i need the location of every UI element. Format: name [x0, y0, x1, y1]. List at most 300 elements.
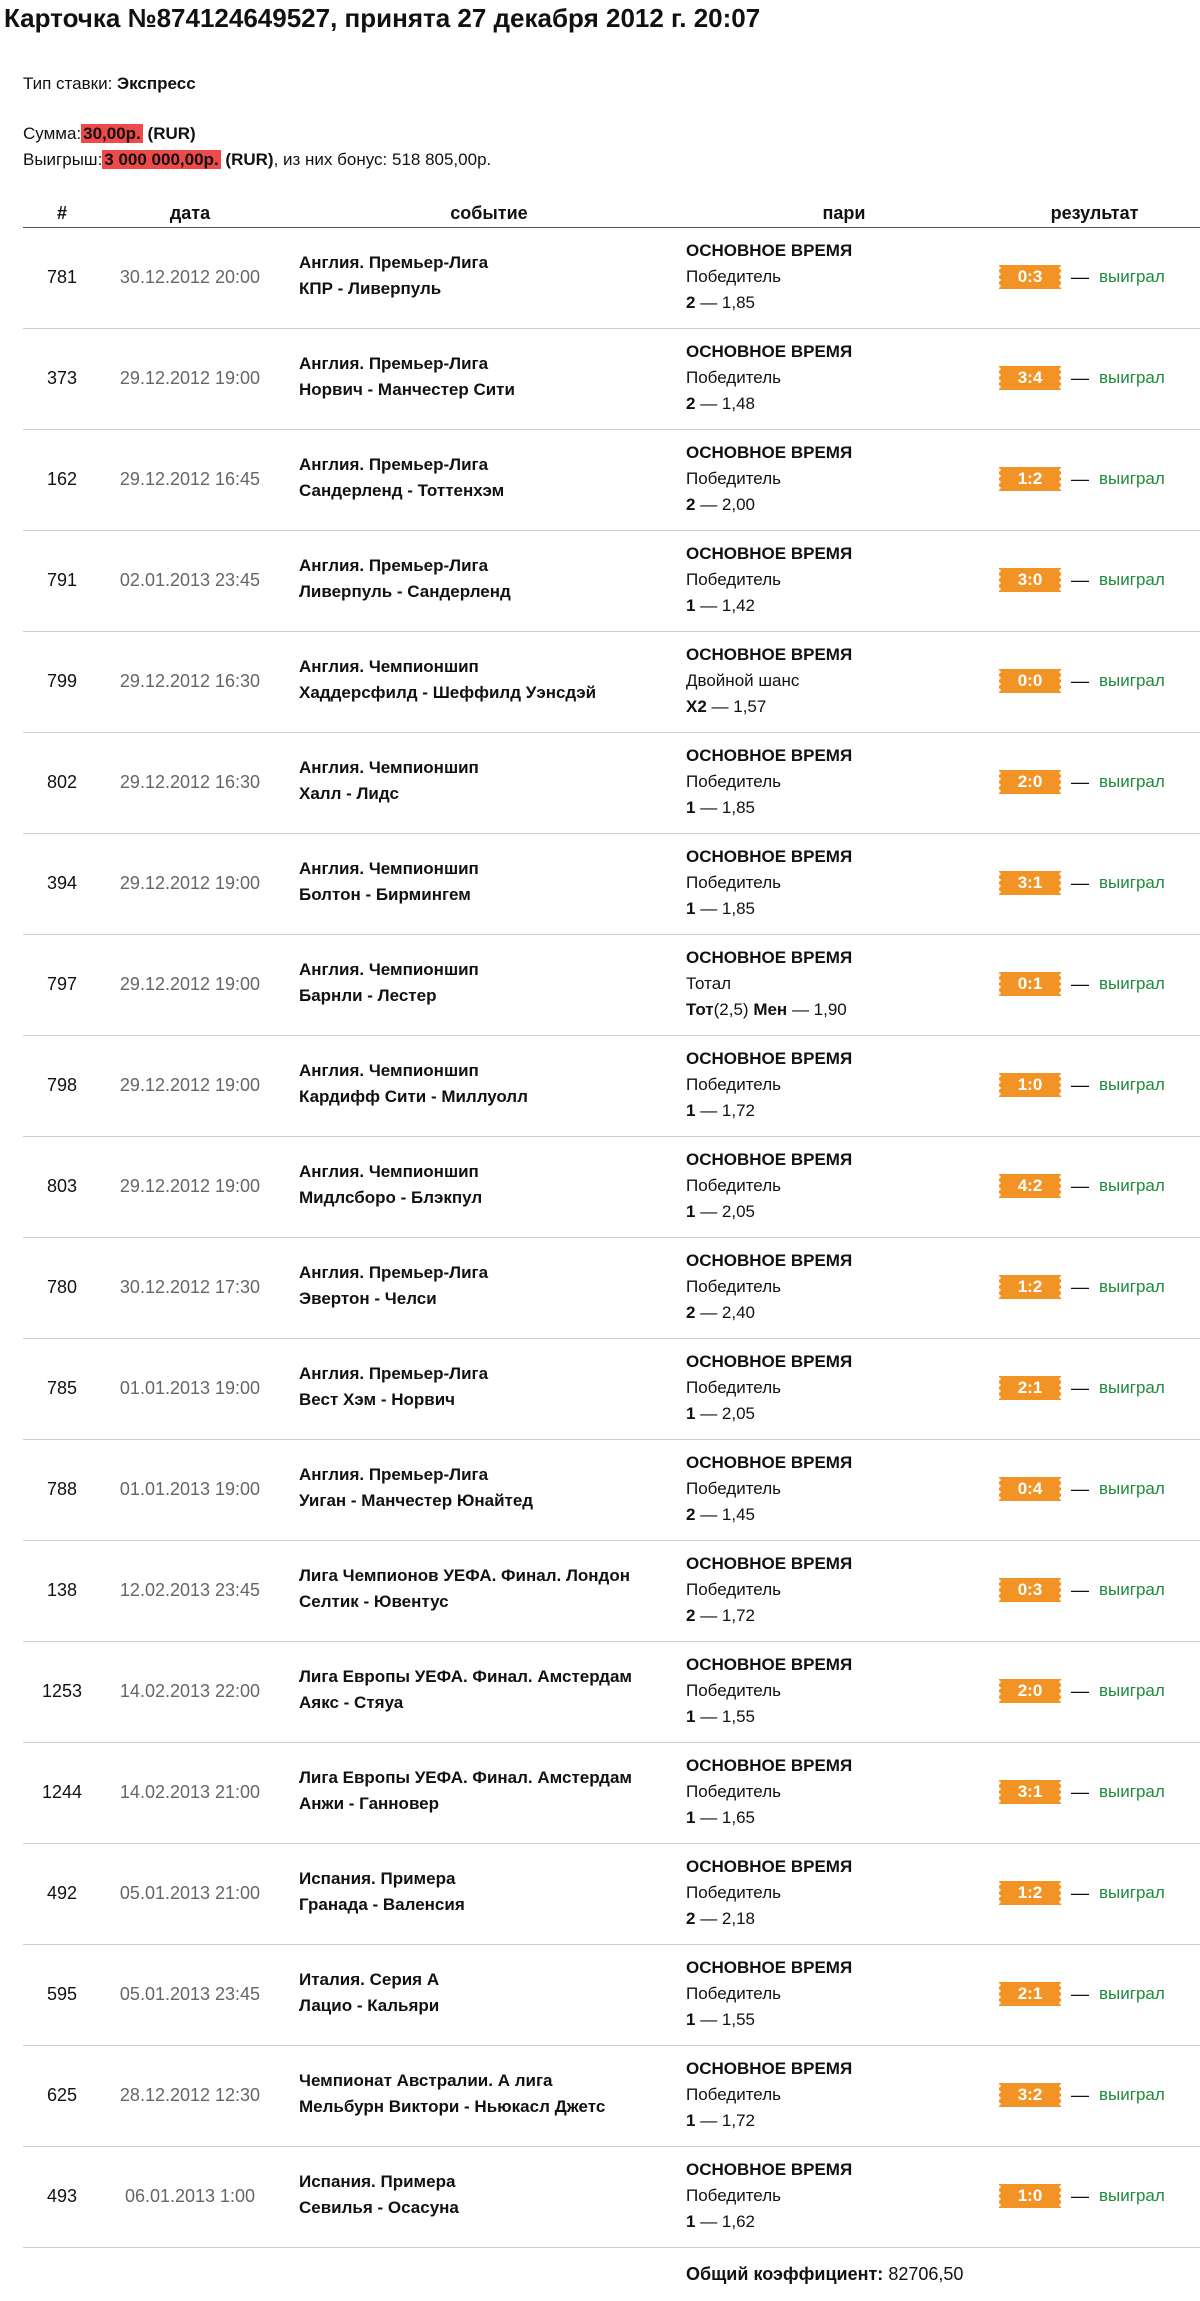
bet-pick [686, 1300, 852, 1326]
bet-title: ОСНОВНОЕ ВРЕМЯ [686, 544, 853, 563]
result-dash: — [1071, 1478, 1089, 1499]
table-row [23, 632, 1200, 733]
bet-pick [686, 290, 852, 316]
bet-market: Победитель [686, 368, 781, 387]
header-date: дата [169, 203, 211, 223]
pick-value: 1 [686, 1808, 696, 1827]
row-date: 14.02.2013 22:00 [119, 1681, 261, 1701]
odds-value: — 1,85 [700, 293, 756, 312]
row-bet [686, 1854, 852, 1932]
status-won: выиграл [1099, 368, 1165, 387]
event-match: КПР - Ливерпуль [299, 279, 442, 298]
row-event [299, 1765, 632, 1817]
pick-value: 2 [686, 495, 696, 514]
row-date: 02.01.2013 23:45 [119, 570, 261, 590]
row-result [999, 1880, 1165, 1906]
score-badge: 3:4 [999, 366, 1061, 390]
odds-value: — 2,18 [700, 1909, 756, 1928]
row-result [999, 1173, 1165, 1199]
sum-label: Сумма: [23, 124, 82, 143]
winnings-line [23, 148, 491, 172]
row-result [999, 668, 1165, 694]
table-row [23, 1844, 1200, 1945]
score-badge: 3:0 [999, 568, 1061, 592]
result-dash: — [1071, 569, 1089, 590]
event-match: Вест Хэм - Норвич [299, 1390, 456, 1409]
table-row [23, 733, 1200, 834]
result-dash: — [1071, 771, 1089, 792]
table-row [23, 2147, 1200, 2248]
table-row [23, 1945, 1200, 2046]
row-result [999, 567, 1165, 593]
bet-market: Двойной шанс [686, 671, 800, 690]
odds-value: — 1,65 [700, 1808, 756, 1827]
row-number: 788 [46, 1479, 78, 1499]
odds-value: — 1,48 [700, 394, 756, 413]
total-odds-value: 82706,50 [888, 2264, 964, 2284]
event-match: Мидлсборо - Блэкпул [299, 1188, 483, 1207]
score-badge: 1:0 [999, 2184, 1061, 2208]
result-dash: — [1071, 367, 1089, 388]
result-dash: — [1071, 670, 1089, 691]
row-bet [686, 1753, 852, 1831]
event-match: Болтон - Бирмингем [299, 885, 471, 904]
table-row [23, 228, 1200, 329]
table-row [23, 834, 1200, 935]
score-badge: 3:1 [999, 871, 1061, 895]
row-date: 30.12.2012 20:00 [119, 267, 261, 287]
row-event [299, 1361, 488, 1413]
table-row [23, 531, 1200, 632]
row-bet [686, 339, 852, 417]
row-date: 01.01.2013 19:00 [119, 1479, 261, 1499]
bet-pick [686, 492, 852, 518]
event-league: Англия. Премьер-Лига [299, 1263, 489, 1282]
row-date: 28.12.2012 12:30 [119, 2085, 261, 2105]
row-event [299, 1260, 488, 1312]
bet-pick [686, 1704, 852, 1730]
header-bet: пари [822, 203, 866, 223]
pick-value: 2 [686, 1909, 696, 1928]
result-dash: — [1071, 2084, 1089, 2105]
row-result [999, 264, 1165, 290]
table-row [23, 1743, 1200, 1844]
event-league: Англия. Премьер-Лига [299, 253, 489, 272]
bet-title: ОСНОВНОЕ ВРЕМЯ [686, 443, 853, 462]
row-event [299, 2068, 605, 2120]
row-date: 29.12.2012 16:30 [119, 671, 261, 691]
event-league: Испания. Примера [299, 2172, 456, 2191]
status-won: выиграл [1099, 570, 1165, 589]
table-row [23, 1238, 1200, 1339]
event-match: Кардифф Сити - Миллуолл [299, 1087, 528, 1106]
row-date: 30.12.2012 17:30 [119, 1277, 261, 1297]
event-league: Англия. Чемпионшип [299, 758, 479, 777]
row-bet [686, 541, 852, 619]
score-badge: 2:1 [999, 1982, 1061, 2006]
status-won: выиграл [1099, 1378, 1165, 1397]
row-number: 791 [46, 570, 78, 590]
score-badge: 1:2 [999, 1881, 1061, 1905]
pick-value: 1 [686, 2111, 696, 2130]
bet-title: ОСНОВНОЕ ВРЕМЯ [686, 1453, 853, 1472]
pick-value: 1 [686, 899, 696, 918]
pick-value: X2 [686, 697, 707, 716]
row-event [299, 553, 511, 605]
bet-title: ОСНОВНОЕ ВРЕМЯ [686, 847, 853, 866]
odds-value: — 2,00 [700, 495, 756, 514]
row-event [299, 1967, 439, 2019]
status-won: выиграл [1099, 1580, 1165, 1599]
row-date: 29.12.2012 19:00 [119, 974, 261, 994]
event-league: Англия. Премьер-Лига [299, 556, 489, 575]
row-event [299, 452, 504, 504]
pick-value: 1 [686, 1101, 696, 1120]
bet-market: Победитель [686, 1782, 781, 1801]
bet-market: Победитель [686, 1277, 781, 1296]
page-title: Карточка №874124649527, принята 27 декабря 2012 г. 20:07 [4, 3, 761, 33]
bet-title: ОСНОВНОЕ ВРЕМЯ [686, 241, 853, 260]
odds-value: — 1,62 [700, 2212, 756, 2231]
bet-pick [686, 997, 852, 1023]
result-dash: — [1071, 872, 1089, 893]
total-odds [686, 2261, 963, 2287]
row-date: 29.12.2012 19:00 [119, 1075, 261, 1095]
event-match: Уиган - Манчестер Юнайтед [299, 1491, 534, 1510]
row-number: 785 [46, 1378, 78, 1398]
row-result [999, 1981, 1165, 2007]
sum-value: 30,00р. [83, 124, 141, 143]
row-event [299, 1462, 533, 1514]
bet-market: Победитель [686, 1681, 781, 1700]
row-bet [686, 743, 852, 821]
event-league: Испания. Примера [299, 1869, 456, 1888]
table-row [23, 2046, 1200, 2147]
row-number: 394 [46, 873, 78, 893]
result-dash: — [1071, 468, 1089, 489]
row-bet [686, 1349, 852, 1427]
pick-value: 2 [686, 1303, 696, 1322]
event-match: Аякс - Стяуа [299, 1693, 404, 1712]
event-league: Англия. Чемпионшип [299, 859, 479, 878]
bet-market: Победитель [686, 1075, 781, 1094]
row-number: 798 [46, 1075, 78, 1095]
pick-value-2: Мен [753, 1000, 788, 1019]
bet-pick [686, 1603, 852, 1629]
bet-title: ОСНОВНОЕ ВРЕМЯ [686, 1251, 853, 1270]
status-won: выиграл [1099, 671, 1165, 690]
row-bet [686, 642, 852, 720]
bet-market: Победитель [686, 1580, 781, 1599]
result-dash: — [1071, 1579, 1089, 1600]
pick-extra: (2,5) [713, 1000, 749, 1019]
odds-value: — 1,85 [700, 899, 756, 918]
pick-value: 1 [686, 798, 696, 817]
row-number: 595 [46, 1984, 78, 2004]
table-row [23, 1339, 1200, 1440]
bet-title: ОСНОВНОЕ ВРЕМЯ [686, 1857, 853, 1876]
sum-line [23, 122, 196, 146]
row-number: 625 [46, 2085, 78, 2105]
bet-title: ОСНОВНОЕ ВРЕМЯ [686, 1756, 853, 1775]
bet-title: ОСНОВНОЕ ВРЕМЯ [686, 2160, 853, 2179]
row-result [999, 466, 1165, 492]
odds-value: — 2,05 [700, 1202, 756, 1221]
odds-value: — 2,05 [700, 1404, 756, 1423]
bet-pick [686, 795, 852, 821]
bet-title: ОСНОВНОЕ ВРЕМЯ [686, 2059, 853, 2078]
row-result [999, 1274, 1165, 1300]
score-badge: 1:0 [999, 1073, 1061, 1097]
event-match: Хаддерсфилд - Шеффилд Уэнсдэй [299, 683, 597, 702]
bet-title: ОСНОВНОЕ ВРЕМЯ [686, 1150, 853, 1169]
score-badge: 2:0 [999, 1679, 1061, 1703]
pick-value: 1 [686, 1404, 696, 1423]
event-match: Севилья - Осасуна [299, 2198, 459, 2217]
table-row [23, 329, 1200, 430]
bet-pick [686, 694, 852, 720]
row-bet [686, 238, 852, 316]
row-number: 802 [46, 772, 78, 792]
row-bet [686, 1450, 852, 1528]
row-date: 14.02.2013 21:00 [119, 1782, 261, 1802]
event-match: Анжи - Ганновер [299, 1794, 440, 1813]
row-date: 06.01.2013 1:00 [124, 2186, 256, 2206]
bet-market: Победитель [686, 1479, 781, 1498]
row-event [299, 1058, 528, 1110]
event-league: Англия. Чемпионшип [299, 657, 479, 676]
event-match: Лацио - Кальяри [299, 1996, 440, 2015]
row-number: 162 [46, 469, 78, 489]
odds-value: — 1,57 [711, 697, 767, 716]
bet-market: Победитель [686, 873, 781, 892]
status-won: выиграл [1099, 1176, 1165, 1195]
pick-value: 2 [686, 394, 696, 413]
row-bet [686, 2056, 852, 2134]
row-event [299, 2169, 459, 2221]
pick-value: 1 [686, 2212, 696, 2231]
event-league: Италия. Серия А [299, 1970, 440, 1989]
bet-market: Победитель [686, 1883, 781, 1902]
row-date: 29.12.2012 19:00 [119, 1176, 261, 1196]
pick-value: 2 [686, 293, 696, 312]
bet-pick [686, 1098, 852, 1124]
row-date: 05.01.2013 21:00 [119, 1883, 261, 1903]
status-won: выиграл [1099, 1277, 1165, 1296]
winnings-label: Выигрыш: [23, 150, 103, 169]
row-result [999, 1375, 1165, 1401]
score-badge: 1:2 [999, 1275, 1061, 1299]
row-result [999, 2183, 1165, 2209]
score-badge: 0:0 [999, 669, 1061, 693]
row-result [999, 769, 1165, 795]
status-won: выиграл [1099, 974, 1165, 993]
bet-pick [686, 1401, 852, 1427]
row-result [999, 1678, 1165, 1704]
row-bet [686, 1652, 852, 1730]
row-number: 138 [46, 1580, 78, 1600]
odds-value: — 1,45 [700, 1505, 756, 1524]
event-match: Барнли - Лестер [299, 986, 437, 1005]
bet-pick [686, 593, 852, 619]
row-bet [686, 1147, 852, 1225]
row-event [299, 654, 596, 706]
status-won: выиграл [1099, 2085, 1165, 2104]
bonus-label: , из них бонус: [273, 150, 388, 169]
row-date: 29.12.2012 16:30 [119, 772, 261, 792]
event-league: Лига Европы УЕФА. Финал. Амстердам [299, 1667, 633, 1686]
bet-market: Победитель [686, 1176, 781, 1195]
row-number: 797 [46, 974, 78, 994]
table-row [23, 1440, 1200, 1541]
bet-title: ОСНОВНОЕ ВРЕМЯ [686, 1958, 853, 1977]
table-row [23, 1036, 1200, 1137]
status-won: выиграл [1099, 2186, 1165, 2205]
row-number: 373 [46, 368, 78, 388]
bet-pick [686, 1906, 852, 1932]
event-match: Норвич - Манчестер Сити [299, 380, 515, 399]
header-event: событие [450, 203, 528, 223]
score-badge: 0:3 [999, 1578, 1061, 1602]
row-date: 29.12.2012 19:00 [119, 368, 261, 388]
event-match: Халл - Лидс [299, 784, 399, 803]
result-dash: — [1071, 1175, 1089, 1196]
bet-type-value: Экспресс [117, 74, 196, 93]
table-row [23, 1137, 1200, 1238]
odds-value: — 1,85 [700, 798, 756, 817]
row-number: 781 [46, 267, 78, 287]
row-bet [686, 440, 852, 518]
pick-value: 1 [686, 596, 696, 615]
row-bet [686, 2157, 852, 2235]
pick-value: 1 [686, 1707, 696, 1726]
event-league: Англия. Чемпионшип [299, 1061, 479, 1080]
score-badge: 3:2 [999, 2083, 1061, 2107]
score-badge: 0:3 [999, 265, 1061, 289]
pick-value: 1 [686, 2010, 696, 2029]
result-dash: — [1071, 2185, 1089, 2206]
status-won: выиграл [1099, 1681, 1165, 1700]
event-league: Чемпионат Австралии. А лига [299, 2071, 553, 2090]
row-event [299, 1159, 482, 1211]
odds-value: — 1,90 [791, 1000, 847, 1019]
table-row [23, 1642, 1200, 1743]
event-league: Англия. Чемпионшип [299, 1162, 479, 1181]
row-result [999, 365, 1165, 391]
row-number: 493 [46, 2186, 78, 2206]
bet-title: ОСНОВНОЕ ВРЕМЯ [686, 1655, 853, 1674]
row-bet [686, 844, 852, 922]
bet-pick [686, 2108, 852, 2134]
bet-pick [686, 2007, 852, 2033]
bet-title: ОСНОВНОЕ ВРЕМЯ [686, 645, 853, 664]
row-event [299, 1866, 465, 1918]
status-won: выиграл [1099, 772, 1165, 791]
row-bet [686, 1046, 852, 1124]
row-number: 492 [46, 1883, 78, 1903]
sum-currency: (RUR) [147, 124, 196, 143]
status-won: выиграл [1099, 469, 1165, 488]
event-league: Англия. Премьер-Лига [299, 1465, 489, 1484]
event-match: Сандерленд - Тоттенхэм [299, 481, 505, 500]
event-match: Эвертон - Челси [299, 1289, 437, 1308]
row-event [299, 250, 488, 302]
result-dash: — [1071, 1983, 1089, 2004]
status-won: выиграл [1099, 267, 1165, 286]
odds-value: — 1,72 [700, 1101, 756, 1120]
bet-market: Победитель [686, 469, 781, 488]
row-result [999, 870, 1165, 896]
row-result [999, 1779, 1165, 1805]
result-dash: — [1071, 1074, 1089, 1095]
bet-type-label: Тип ставки: [23, 74, 113, 93]
status-won: выиграл [1099, 1984, 1165, 2003]
result-dash: — [1071, 1781, 1089, 1802]
status-won: выиграл [1099, 1075, 1165, 1094]
row-bet [686, 945, 852, 1023]
row-result [999, 1476, 1165, 1502]
bet-pick [686, 1502, 852, 1528]
header-result: результат [1050, 203, 1139, 223]
table-row [23, 935, 1200, 1036]
total-odds-label: Общий коэффициент: [686, 2264, 884, 2284]
bet-title: ОСНОВНОЕ ВРЕМЯ [686, 1352, 853, 1371]
row-result [999, 1072, 1165, 1098]
event-match: Ливерпуль - Сандерленд [299, 582, 511, 601]
result-dash: — [1071, 1276, 1089, 1297]
bet-type-line [23, 72, 196, 96]
result-dash: — [1071, 266, 1089, 287]
row-date: 29.12.2012 16:45 [119, 469, 261, 489]
bet-market: Тотал [686, 974, 732, 993]
score-badge: 0:1 [999, 972, 1061, 996]
row-event [299, 1664, 632, 1716]
odds-value: — 2,40 [700, 1303, 756, 1322]
bet-market: Победитель [686, 2085, 781, 2104]
event-match: Селтик - Ювентус [299, 1592, 449, 1611]
table-row [23, 1541, 1200, 1642]
status-won: выиграл [1099, 1883, 1165, 1902]
row-number: 1253 [41, 1681, 83, 1701]
event-league: Англия. Премьер-Лига [299, 354, 489, 373]
result-dash: — [1071, 1882, 1089, 1903]
status-won: выиграл [1099, 1782, 1165, 1801]
row-number: 803 [46, 1176, 78, 1196]
bet-title: ОСНОВНОЕ ВРЕМЯ [686, 342, 853, 361]
bet-title: ОСНОВНОЕ ВРЕМЯ [686, 746, 853, 765]
bonus-value: 518 805,00р. [391, 150, 492, 169]
bet-pick [686, 2209, 852, 2235]
row-result [999, 1577, 1165, 1603]
bet-pick [686, 391, 852, 417]
bet-market: Победитель [686, 570, 781, 589]
result-dash: — [1071, 1377, 1089, 1398]
score-badge: 1:2 [999, 467, 1061, 491]
event-league: Англия. Премьер-Лига [299, 1364, 489, 1383]
odds-value: — 1,42 [700, 596, 756, 615]
pick-value: Тот [686, 1000, 714, 1019]
bet-title: ОСНОВНОЕ ВРЕМЯ [686, 1554, 853, 1573]
result-dash: — [1071, 1680, 1089, 1701]
bet-market: Победитель [686, 2186, 781, 2205]
bet-title: ОСНОВНОЕ ВРЕМЯ [686, 1049, 853, 1068]
odds-value: — 1,55 [700, 1707, 756, 1726]
odds-value: — 1,55 [700, 2010, 756, 2029]
pick-value: 1 [686, 1202, 696, 1221]
result-dash: — [1071, 973, 1089, 994]
odds-value: — 1,72 [700, 2111, 756, 2130]
row-event [299, 957, 479, 1009]
